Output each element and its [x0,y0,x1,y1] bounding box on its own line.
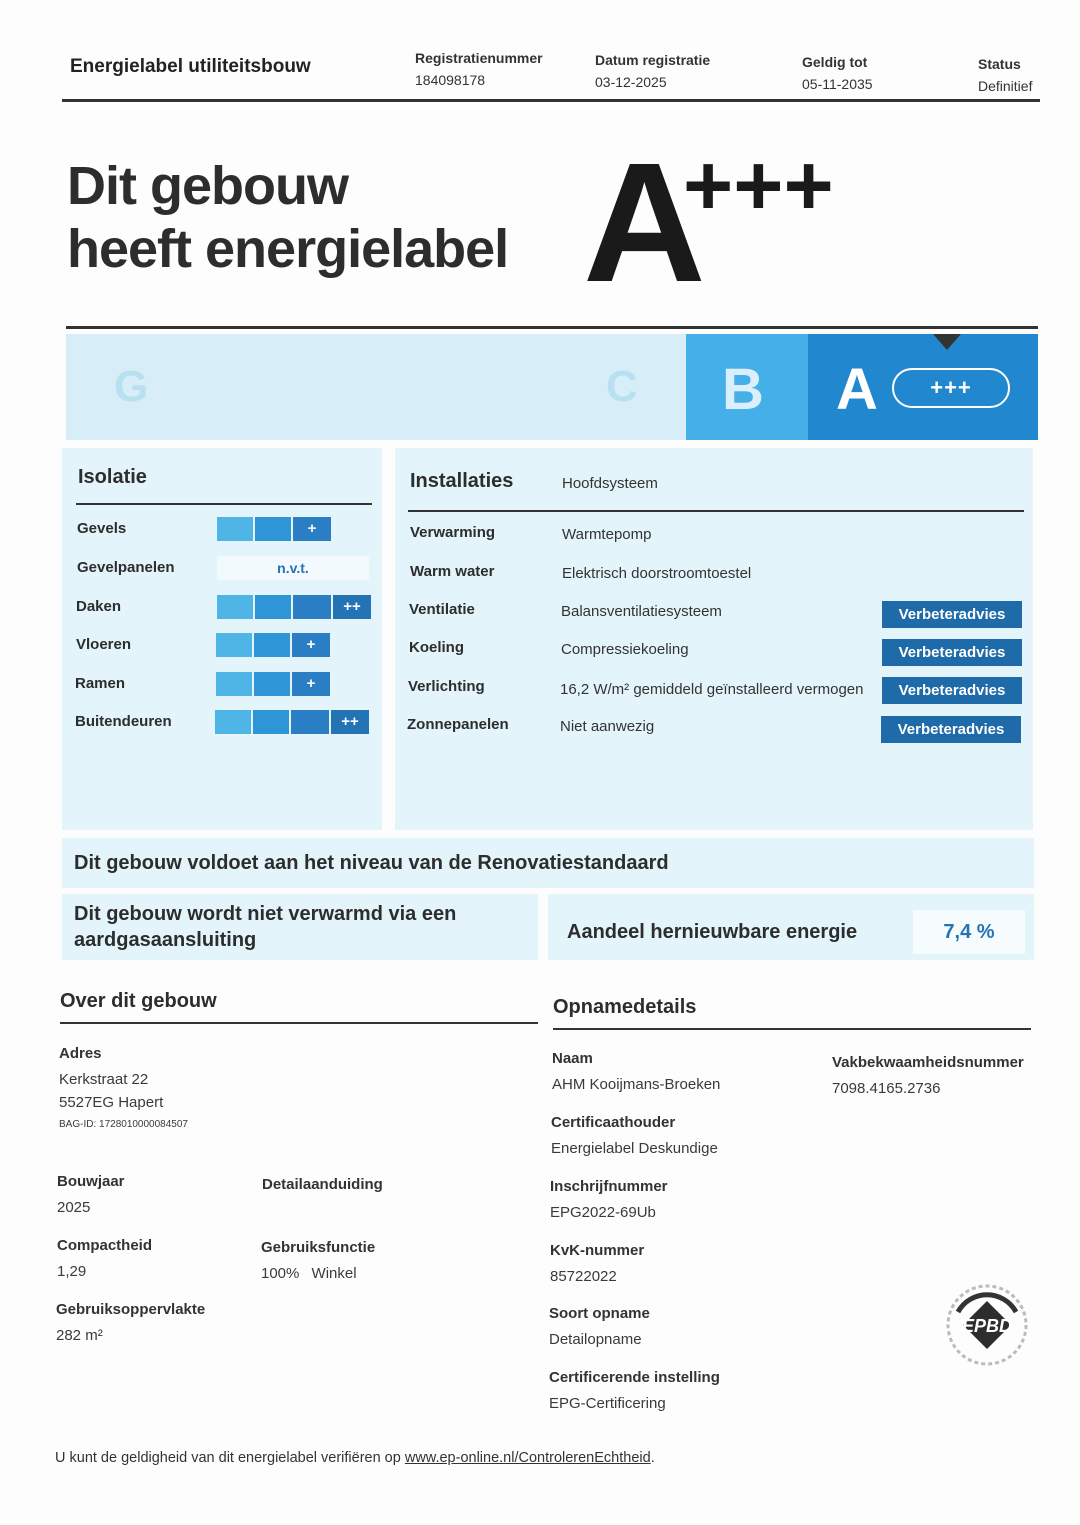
gebouw-rule [60,1022,538,1024]
isolatie-mark-vloeren: + [292,633,330,657]
instelling-label: Certificerende instelling [549,1369,720,1386]
datum-block [595,52,710,90]
isolatie-bar-ramen [216,672,332,696]
kvk-value: 85722022 [550,1268,617,1285]
status-value: Definitief [978,78,1033,94]
isolatie-label-gevels: Gevels [77,520,127,537]
header-rule [62,99,1040,102]
epbd-logo-icon [944,1282,1030,1368]
vakbekwaam-label: Vakbekwaamheidsnummer [832,1054,1024,1071]
detailaanduiding-label: Detailaanduiding [262,1176,383,1193]
aardgas-line1: Dit gebouw wordt niet verwarmd via een [74,903,457,925]
scale-letter-a: A [836,357,878,422]
bag-id: BAG-ID: 1728010000084507 [59,1119,188,1130]
geldig-label: Geldig tot [802,54,868,70]
registratienummer-value: 184098178 [415,72,486,88]
gebouw-title: Over dit gebouw [60,990,217,1012]
gebruiksfunctie-label: Gebruiksfunctie [261,1239,376,1256]
verbeteradvies-button-zonnepanelen[interactable]: Verbeteradvies [881,716,1021,743]
installaties-title: Installaties [410,470,514,492]
isolatie-mark-ramen: + [292,672,330,696]
installatie-value-warm-water: Elektrisch doorstroomtoestel [562,565,752,582]
opname-title: Opnamedetails [553,996,697,1018]
adres-label: Adres [59,1045,102,1062]
aardgas-line2: aardgasaansluiting [74,929,257,951]
installatie-label-koeling: Koeling [409,639,464,656]
registratienummer-block [415,50,543,88]
soort-opname-block [549,1305,650,1351]
footer-prefix: U kunt de geldigheid van dit energielabel verifiëren op [55,1450,405,1466]
bouwjaar-label: Bouwjaar [57,1173,125,1190]
geldig-value: 05-11-2035 [802,76,873,92]
naam-label: Naam [552,1050,593,1067]
isolatie-rule [76,503,372,505]
installatie-value-verwarming: Warmtepomp [562,526,652,543]
isolatie-label-buitendeuren: Buitendeuren [75,713,172,730]
isolatie-label-daken: Daken [76,598,122,615]
isolatie-bar-buitendeuren [215,710,371,734]
instelling-block [549,1369,720,1415]
instelling-value: EPG-Certificering [549,1395,666,1412]
isolatie-label-vloeren: Vloeren [76,636,132,653]
adres-line2: 5527EG Hapert [59,1094,164,1111]
soort-opname-label: Soort opname [549,1305,650,1322]
certificaathouder-block [551,1114,718,1160]
kvk-block [550,1242,644,1288]
gebruiksfunctie-row [261,1262,375,1285]
adres-line1: Kerkstraat 22 [59,1071,149,1088]
isolatie-bar-gevels [217,517,333,541]
scale-ghost-g: G [114,362,149,411]
gebruiksfunctie-block [261,1239,375,1285]
datum-value: 03-12-2025 [595,74,667,90]
document-title: Energielabel utiliteitsbouw [70,56,311,77]
certificaathouder-label: Certificaathouder [551,1114,676,1131]
hero-line1: Dit gebouw [67,156,348,216]
isolatie-mark-buitendeuren: ++ [331,710,369,734]
hero-rule [66,326,1038,329]
footer-text [55,1450,655,1466]
installatie-label-zonnepanelen: Zonnepanelen [407,716,509,733]
isolatie-mark-daken: ++ [333,595,371,619]
installatie-value-ventilatie: Balansventilatiesysteem [561,603,722,620]
installatie-label-verwarming: Verwarming [410,524,496,541]
renovatie-text: Dit gebouw voldoet aan het niveau van de Renovatiestandaard [74,852,669,874]
verbeteradvies-button-ventilatie[interactable]: Verbeteradvies [882,601,1022,628]
naam-block [552,1050,720,1096]
hernieuwbaar-value: 7,4 % [913,910,1025,954]
isolatie-bar-vloeren [216,633,332,657]
installaties-subtitle: Hoofdsysteem [562,475,658,492]
footer-suffix: . [650,1450,655,1466]
hero-line2: heeft energielabel [67,219,509,279]
isolatie-title: Isolatie [78,466,147,488]
installatie-label-ventilatie: Ventilatie [409,601,475,618]
installatie-value-koeling: Compressiekoeling [561,641,689,658]
hernieuwbaar-label: Aandeel hernieuwbare energie [567,921,858,943]
scale-plus-pill: +++ [892,368,1010,408]
datum-label: Datum registratie [595,52,711,68]
gebruiksfunctie-percentage: 100% [261,1265,300,1282]
verbeteradvies-button-koeling[interactable]: Verbeteradvies [882,639,1022,666]
oppervlakte-block [56,1301,205,1347]
isolatie-mark-gevelpanelen: n.v.t. [217,556,369,580]
oppervlakte-value: 282 m² [56,1327,103,1344]
verify-link[interactable]: www.ep-online.nl/ControlerenEchtheid [404,1450,651,1466]
bouwjaar-block [57,1173,125,1219]
inschrijfnummer-block [550,1178,668,1224]
soort-opname-value: Detailopname [549,1331,642,1348]
geldig-block [802,54,873,92]
isolatie-label-gevelpanelen: Gevelpanelen [77,559,175,576]
aardgas-text [74,901,456,953]
naam-value: AHM Kooijmans-Broeken [552,1076,721,1093]
hero-label-letter: A [583,128,702,318]
compactheid-label: Compactheid [57,1237,153,1254]
isolatie-mark-gevels: + [293,517,331,541]
opname-rule [553,1028,1031,1030]
inschrijfnummer-label: Inschrijfnummer [550,1178,668,1195]
scale-letter-b: B [722,357,764,422]
installatie-value-verlichting: 16,2 W/m² gemiddeld geïnstalleerd vermogen [560,681,864,698]
installatie-value-zonnepanelen: Niet aanwezig [560,718,655,735]
isolatie-label-ramen: Ramen [75,675,126,692]
isolatie-bar-daken [217,595,373,619]
epbd-logo-text: EPBD [961,1316,1013,1336]
inschrijfnummer-value: EPG2022-69Ub [550,1204,656,1221]
installaties-rule [408,510,1024,512]
kvk-label: KvK-nummer [550,1242,645,1259]
bouwjaar-value: 2025 [57,1199,91,1216]
vakbekwaam-block [832,1054,1024,1100]
gebruiksfunctie-value: Winkel [311,1265,357,1282]
oppervlakte-label: Gebruiksoppervlakte [56,1301,206,1318]
status-block [978,56,1032,94]
scale-pointer-icon [933,334,961,350]
certificaathouder-value: Energielabel Deskundige [551,1140,718,1157]
adres-block [59,1045,188,1130]
status-label: Status [978,56,1021,72]
compactheid-value: 1,29 [57,1263,87,1280]
registratienummer-label: Registratienummer [415,50,543,66]
installatie-label-warm-water: Warm water [410,563,495,580]
scale-ghost-c: C [606,362,638,411]
installatie-label-verlichting: Verlichting [408,678,485,695]
hero-label-plus: +++ [683,138,834,234]
verbeteradvies-button-verlichting[interactable]: Verbeteradvies [882,677,1022,704]
energy-scale [66,334,1038,440]
compactheid-block [57,1237,152,1283]
vakbekwaam-value: 7098.4165.2736 [832,1080,941,1097]
hero-heading [67,155,508,281]
